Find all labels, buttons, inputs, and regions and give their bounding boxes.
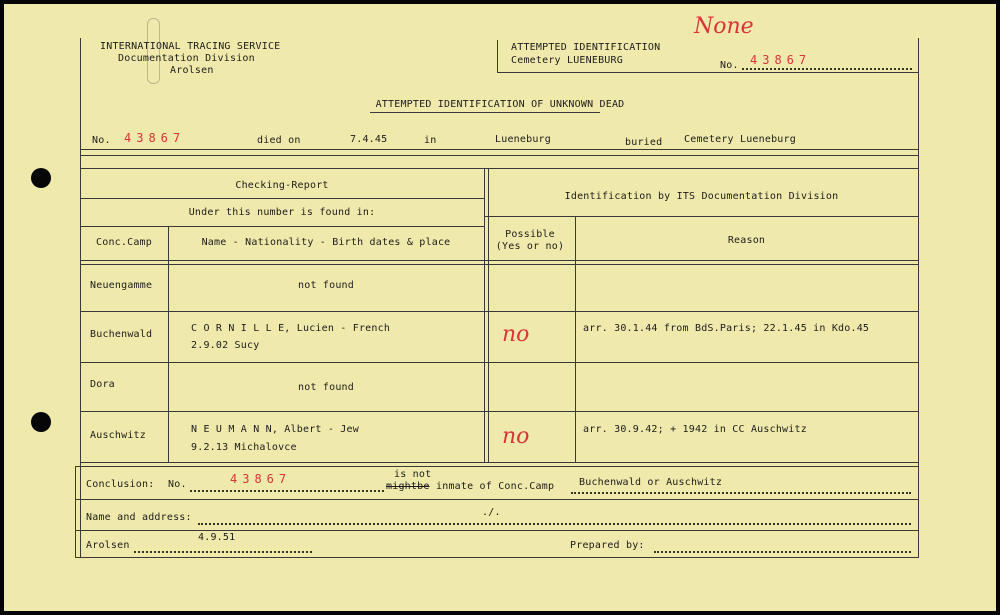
row-camp: Dora [90, 379, 115, 390]
header-no-dots [742, 68, 912, 70]
row-birth: 9.2.13 Michalovce [191, 442, 297, 453]
row-camp: Neuengamme [90, 280, 153, 291]
org-name: INTERNATIONAL TRACING SERVICE [100, 41, 281, 52]
in-label: in [424, 135, 437, 146]
header-box-left [497, 40, 498, 72]
index-card [4, 4, 996, 611]
col-reason-header: Reason [727, 235, 766, 246]
inmate-text: inmate of Conc.Camp [436, 481, 555, 492]
identification-heading: Identification by ITS Documentation Division [564, 191, 839, 202]
in-value: Lueneburg [495, 134, 551, 145]
org-division: Documentation Division [118, 53, 255, 64]
col-divider-middle-2 [488, 168, 489, 462]
conclusion-frame-left [75, 466, 76, 558]
row-line-0b [80, 264, 918, 265]
conclusion-line [75, 499, 918, 500]
form-title: ATTEMPTED IDENTIFICATION [511, 42, 661, 53]
row-possible: no [502, 322, 530, 347]
col-divider-possible [575, 216, 576, 462]
under-number-heading: Under this number is found in: [188, 207, 376, 218]
row-reason: arr. 30.1.44 from BdS.Paris; 22.1.45 in Kdo.45 [583, 323, 870, 334]
buried-label: buried [625, 137, 663, 148]
conclusion-camp-dots [571, 492, 911, 494]
header-no-value: 43867 [750, 53, 812, 67]
died-on-label: died on [257, 135, 301, 146]
col-divider-camp [168, 226, 169, 462]
row-camp: Auschwitz [90, 430, 146, 441]
frame-right [918, 38, 919, 558]
handwritten-note: None [694, 14, 754, 39]
col-camp-header: Conc.Camp [96, 237, 152, 248]
col-name-header: Name - Nationality - Birth dates & place [201, 237, 451, 248]
prepared-by-dots [654, 551, 911, 553]
conclusion-label: Conclusion: [86, 479, 155, 490]
died-on-value: 7.4.45 [350, 134, 388, 145]
row-line-3 [80, 411, 918, 412]
row-line-2 [80, 362, 918, 363]
conclusion-no-dots [190, 490, 384, 492]
table-top-line [80, 168, 918, 169]
header-box-bottom [497, 72, 919, 73]
row-line-0 [80, 260, 918, 261]
might-be-text: mightbe [386, 481, 430, 492]
conclusion-camp-value: Buchenwald or Auschwitz [579, 477, 723, 488]
conclusion-top-line [75, 466, 918, 467]
conclusion-no-value: 43867 [230, 472, 292, 486]
name-address-label: Name and address: [86, 512, 192, 523]
name-address-dots [198, 523, 911, 525]
bottom-line [75, 557, 918, 558]
document-title: ATTEMPTED IDENTIFICATION OF UNKNOWN DEAD [375, 99, 625, 110]
row-birth: 2.9.02 Sucy [191, 340, 260, 351]
buried-value: Cemetery Lueneburg [684, 134, 796, 145]
header-row-line [80, 226, 484, 227]
row-reason: arr. 30.9.42; + 1942 in CC Auschwitz [583, 424, 807, 435]
date-value: 4.9.51 [198, 532, 236, 543]
title-underline [370, 112, 600, 113]
is-not-text: is not [394, 469, 432, 480]
row-name: not found [298, 382, 354, 393]
arolsen-label: Arolsen [86, 540, 130, 551]
record-line-2 [80, 155, 918, 156]
row-name: not found [298, 280, 354, 291]
record-no-label: No. [92, 135, 111, 146]
row-possible: no [502, 424, 530, 449]
row-camp: Buchenwald [90, 329, 153, 340]
col-possible-header-2: (Yes or no) [495, 241, 565, 252]
punch-hole-bottom [31, 412, 51, 432]
punch-hole-top [31, 168, 51, 188]
org-location: Arolsen [170, 65, 214, 76]
name-address-value: ./. [482, 507, 501, 518]
record-line [80, 149, 918, 150]
col-divider-middle [484, 168, 485, 462]
checking-report-heading: Checking-Report [235, 180, 329, 191]
row-line-4 [80, 462, 918, 463]
frame-left [80, 38, 81, 558]
conclusion-no-label: No. [168, 479, 187, 490]
col-possible-header-1: Possible [505, 229, 555, 240]
ident-header-line [485, 216, 918, 217]
record-no-value: 43867 [124, 131, 186, 145]
row-line-1 [80, 311, 918, 312]
prepared-by-label: Prepared by: [570, 540, 645, 551]
header-no-label: No. [720, 60, 739, 71]
arolsen-date-dots [134, 551, 312, 553]
checking-report-line [80, 198, 484, 199]
row-name: C O R N I L L E, Lucien - French [191, 323, 391, 334]
row-name: N E U M A N N, Albert - Jew [191, 424, 359, 435]
form-subtitle: Cemetery LUENEBURG [511, 55, 623, 66]
